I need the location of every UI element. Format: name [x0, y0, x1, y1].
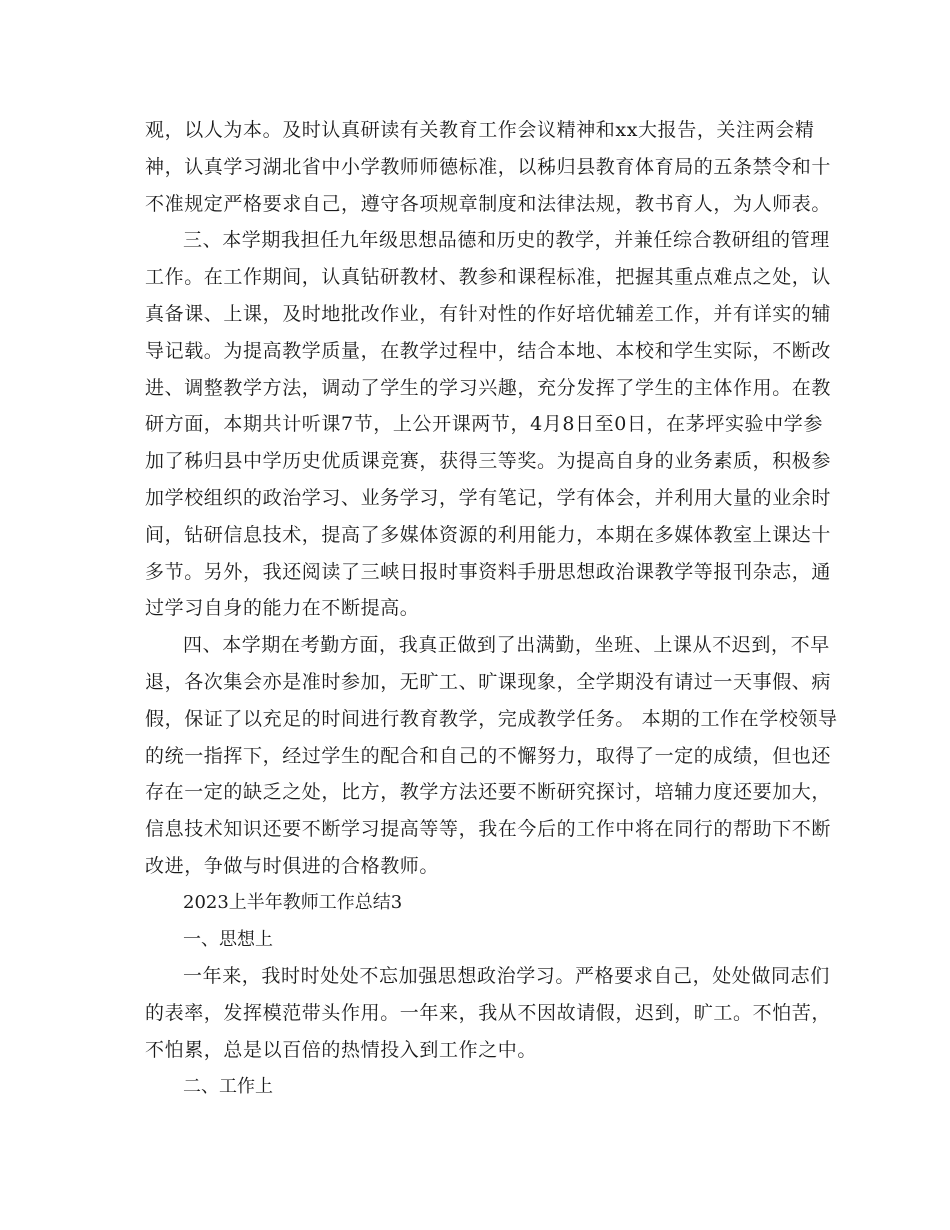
section-title: 2023上半年教师工作总结3 [183, 891, 403, 913]
text-line: 不准规定严格要求自己，遵守各项规章制度和法律法规，教书育人，为人师表。 [145, 192, 832, 215]
text-line: 真备课、上课，及时地批改作业，有针对性的作好培优辅差工作，并有详实的辅 [145, 302, 832, 325]
text-line: 进、调整教学方法，调动了学生的学习兴趣，充分发挥了学生的主体作用。在教 [145, 376, 832, 399]
text-line: 信息技术知识还要不断学习提高等等，我在今后的工作中将在同行的帮助下不断 [145, 818, 832, 841]
text-line: 不怕累，总是以百倍的热情投入到工作之中。 [145, 1038, 538, 1061]
text-line: 加了秭归县中学历史优质课竞赛，获得三等奖。为提高自身的业务素质，积极参 [145, 450, 832, 473]
text-line: 四、本学期在考勤方面，我真正做到了出满勤，坐班、上课从不迟到，不早 [183, 634, 830, 657]
text-line: 神，认真学习湖北省中小学教师师德标准，以秭归县教育体育局的五条禁令和十 [145, 155, 832, 178]
text-line: 三、本学期我担任九年级思想品德和历史的教学，并兼任综合教研组的管理 [183, 229, 830, 252]
text-line: 过学习自身的能力在不断提高。 [145, 597, 420, 620]
text-line: 退，各次集会亦是准时参加，无旷工、旷课现象，全学期没有请过一天事假、病 [145, 670, 832, 693]
text-line: 存在一定的缺乏之处，比方，教学方法还要不断研究探讨，培辅力度还要加大， [145, 781, 832, 804]
paragraph-four [145, 627, 838, 885]
paragraph-three [145, 222, 832, 627]
document-page [145, 112, 838, 1106]
text-line: 工作。在工作期间，认真钻研教材、教参和课程标准，把握其重点难点之处，认 [145, 266, 832, 289]
text-line: 假，保证了以充足的时间进行教育教学，完成教学任务。 本期的工作在学校领导 [145, 707, 838, 730]
text-line: 的统一指挥下，经过学生的配合和自己的不懈努力，取得了一定的成绩，但也还 [145, 744, 832, 767]
text-line: 加学校组织的政治学习、业务学习，学有笔记，学有体会，并利用大量的业余时 [145, 486, 832, 509]
text-line: 的表率，发挥模范带头作用。一年来，我从不因故请假，迟到，旷工。不怕苦， [145, 1002, 832, 1025]
paragraph-five [145, 958, 832, 1068]
text-line: 观，以人为本。及时认真研读有关教育工作会议精神和xx大报告，关注两会精 [145, 119, 815, 141]
text-line: 间，钻研信息技术，提高了多媒体资源的利用能力，本期在多媒体教室上课达十 [145, 523, 832, 546]
text-line: 研方面，本期共计听课7节，上公开课两节，4月8日至0日，在茅坪实验中学参 [145, 413, 823, 436]
paragraph-continued [145, 112, 832, 222]
text-line: 改进，争做与时俱进的合格教师。 [145, 854, 440, 877]
text-line: 一年来，我时时处处不忘加强思想政治学习。严格要求自己，处处做同志们 [183, 965, 830, 988]
subheading-thought: 一、思想上 [183, 928, 273, 950]
subheading-work: 二、工作上 [183, 1075, 273, 1097]
text-line: 多节。另外，我还阅读了三峡日报时事资料手册思想政治课教学等报刊杂志，通 [145, 560, 832, 583]
text-line: 导记载。为提高教学质量，在教学过程中，结合本地、本校和学生实际，不断改 [145, 339, 832, 362]
